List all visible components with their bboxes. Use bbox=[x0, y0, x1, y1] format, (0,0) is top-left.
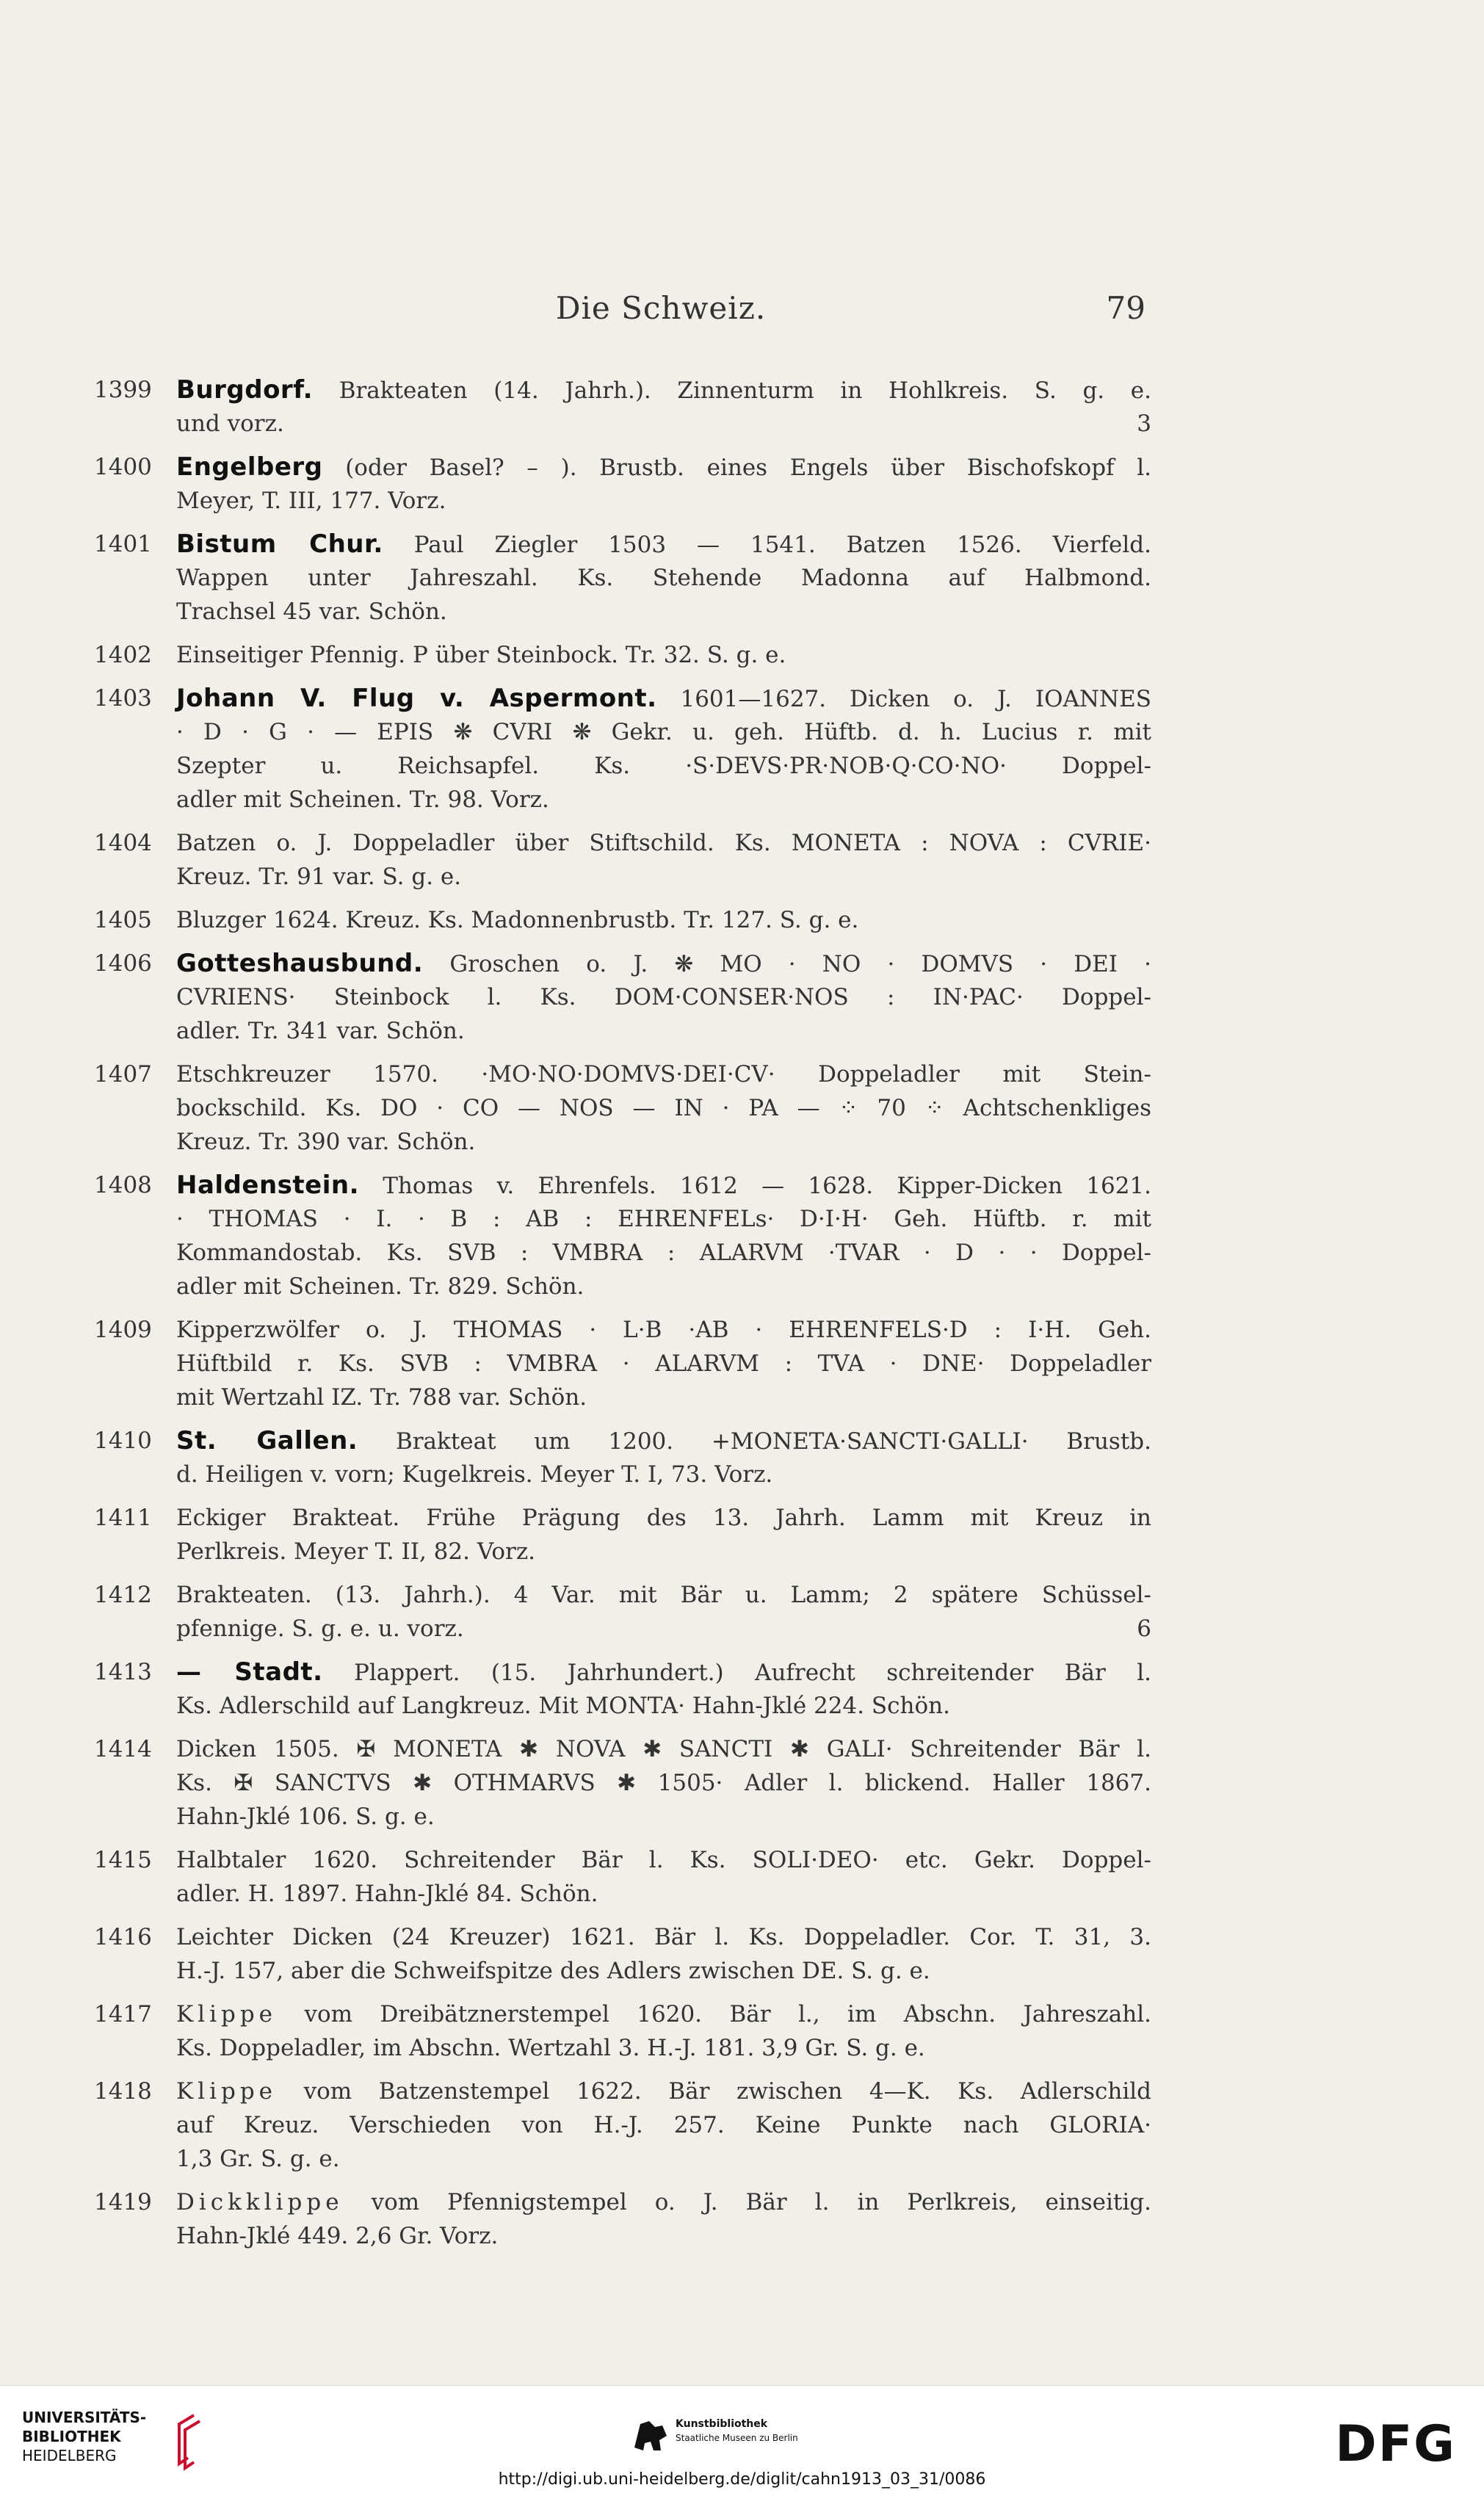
entry-line bbox=[176, 2142, 1151, 2176]
entry-text: pfennige. S. g. e. u. vorz. bbox=[176, 1616, 464, 1642]
entry-heading: — Stadt. bbox=[176, 1657, 323, 1687]
entry-line bbox=[176, 561, 1151, 595]
entry-line bbox=[176, 783, 1151, 817]
entry-line bbox=[176, 638, 1151, 672]
dfg-logo[interactable]: DFG bbox=[1335, 2415, 1456, 2473]
ub-logo-line2: BIBLIOTHEK bbox=[22, 2428, 121, 2445]
entry-text: · THOMAS · I. · B : AB : EHRENFELs· D·I·H· Geh. Hüftb. r. mit bbox=[176, 1206, 1151, 1232]
entry-line bbox=[176, 980, 1151, 1014]
entry-line bbox=[176, 1057, 1151, 1091]
catalog-entry bbox=[94, 1655, 1151, 1723]
entry-heading: Engelberg bbox=[176, 452, 323, 482]
entry-text: adler mit Scheinen. Tr. 829. Schön. bbox=[176, 1273, 584, 1300]
entry-text: (oder Basel? – ). Brustb. eines Engels über Bischofskopf l. bbox=[322, 455, 1151, 481]
entry-number: 1409 bbox=[94, 1317, 152, 1343]
catalog-entry bbox=[94, 2074, 1151, 2176]
entry-number: 1414 bbox=[94, 1736, 152, 1762]
catalog-entry bbox=[94, 903, 1151, 937]
entry-line bbox=[176, 1800, 1151, 1834]
entry-text: d. Heiligen v. vorn; Kugelkreis. Meyer T. I, 73. Vorz. bbox=[176, 1461, 773, 1488]
entry-text: adler mit Scheinen. Tr. 98. Vorz. bbox=[176, 786, 549, 813]
entry-line bbox=[176, 407, 1151, 441]
entry-line bbox=[176, 903, 1151, 937]
catalog-entry bbox=[94, 1313, 1151, 1414]
entry-text: CVRIENS· Steinbock l. Ks. DOM·CONSER·NOS : IN·PAC· Doppel- bbox=[176, 984, 1151, 1010]
entry-text: Ks. ✠ SANCTVS ✱ OTHMARVS ✱ 1505· Adler l. blickend. Haller 1867. bbox=[176, 1770, 1151, 1796]
entry-text: adler. Tr. 341 var. Schön. bbox=[176, 1018, 465, 1044]
entry-text: adler. H. 1897. Hahn-Jklé 84. Schön. bbox=[176, 1881, 598, 1907]
entry-text: Bluzger 1624. Kreuz. Ks. Madonnenbrustb. Tr. 127. S. g. e. bbox=[176, 907, 859, 933]
entry-text: 1601—1627. Dicken o. J. IOANNES bbox=[656, 686, 1151, 712]
entry-line bbox=[176, 1843, 1151, 1877]
entry-number: 1412 bbox=[94, 1582, 152, 1608]
catalog-entry bbox=[94, 1501, 1151, 1569]
catalog-entry bbox=[94, 1578, 1151, 1646]
page-number: 79 bbox=[1106, 290, 1145, 326]
entry-text: mit Wertzahl IZ. Tr. 788 var. Schön. bbox=[176, 1384, 587, 1411]
entry-line bbox=[176, 1732, 1151, 1766]
entry-number: 1411 bbox=[94, 1505, 152, 1531]
entry-number: 1418 bbox=[94, 2078, 152, 2105]
entry-text: H.-J. 157, aber die Schweifspitze des Adlers zwischen DE. S. g. e. bbox=[176, 1958, 930, 1984]
catalog-entry bbox=[94, 450, 1151, 518]
entry-text: Meyer, T. III, 177. Vorz. bbox=[176, 488, 446, 514]
entry-text: bockschild. Ks. DO · CO — NOS — IN · PA — ⁘ 70 ⁘ Achtschenkliges bbox=[176, 1095, 1151, 1121]
entry-text: Brakteaten (14. Jahrh.). Zinnenturm in Hohlkreis. S. g. e. bbox=[313, 377, 1151, 404]
entry-heading: Bistum Chur. bbox=[176, 529, 383, 559]
entry-text: Brakteaten. (13. Jahrh.). 4 Var. mit Bär u. Lamm; 2 spätere Schüssel- bbox=[176, 1582, 1151, 1608]
kunstbibliothek-logo[interactable] bbox=[633, 2412, 824, 2464]
entry-line bbox=[176, 1766, 1151, 1800]
catalog-entry bbox=[94, 373, 1151, 441]
footer-band bbox=[0, 2385, 1484, 2496]
entry-line bbox=[176, 2219, 1151, 2253]
entry-line bbox=[176, 1655, 1151, 1689]
entry-text: · D · G · — EPIS ❋ CVRI ❋ Gekr. u. geh. Hüftb. d. h. Lucius r. mit bbox=[176, 719, 1151, 745]
catalog-entry bbox=[94, 1997, 1151, 2065]
entry-line bbox=[176, 373, 1151, 407]
entry-line bbox=[176, 681, 1151, 715]
entry-text: Etschkreuzer 1570. ·MO·NO·DOMVS·DEI·CV· Doppeladler mit Stein- bbox=[176, 1061, 1151, 1088]
entry-text: Ks. Doppeladler, im Abschn. Wertzahl 3. H.-J. 181. 3,9 Gr. S. g. e. bbox=[176, 2035, 925, 2061]
entry-line bbox=[176, 2074, 1151, 2108]
entry-text: Hahn-Jklé 449. 2,6 Gr. Vorz. bbox=[176, 2223, 499, 2249]
berlin-bear-icon bbox=[633, 2418, 668, 2452]
entry-number: 1399 bbox=[94, 377, 152, 403]
entry-text: auf Kreuz. Verschieden von H.-J. 257. Keine Punkte nach GLORIA· bbox=[176, 2112, 1151, 2138]
entry-line bbox=[176, 1125, 1151, 1159]
entry-line bbox=[176, 1270, 1151, 1303]
entry-heading: Haldenstein. bbox=[176, 1171, 359, 1200]
entry-line bbox=[176, 715, 1151, 749]
catalog-entry bbox=[94, 638, 1151, 672]
catalog-entry bbox=[94, 1168, 1151, 1303]
entry-number: 1405 bbox=[94, 907, 152, 933]
ub-logo-line1: UNIVERSITÄTS- bbox=[22, 2409, 147, 2426]
entry-text: Leichter Dicken (24 Kreuzer) 1621. Bär l. Ks. Doppeladler. Cor. T. 31, 3. bbox=[176, 1924, 1151, 1950]
catalog-entry bbox=[94, 2185, 1151, 2253]
entry-number: 1407 bbox=[94, 1061, 152, 1088]
entry-line bbox=[176, 749, 1151, 783]
running-title: Die Schweiz. bbox=[555, 290, 767, 326]
entry-line bbox=[176, 2108, 1151, 2142]
entry-line bbox=[176, 484, 1151, 518]
catalog-entries bbox=[94, 373, 1151, 2262]
entry-line bbox=[176, 450, 1151, 484]
entry-text: Ks. Adlerschild auf Langkreuz. Mit MONTA· Hahn-Jklé 224. Schön. bbox=[176, 1693, 950, 1719]
entry-line bbox=[176, 1458, 1151, 1491]
entry-number: 1400 bbox=[94, 454, 152, 480]
catalog-entry bbox=[94, 1057, 1151, 1159]
entry-text: Kreuz. Tr. 91 var. S. g. e. bbox=[176, 864, 462, 890]
entry-text: Plappert. (15. Jahrhundert.) Aufrecht schreitender Bär l. bbox=[322, 1660, 1152, 1686]
entry-number: 1413 bbox=[94, 1659, 152, 1685]
entry-text: Thomas v. Ehrenfels. 1612 — 1628. Kipper-Dicken 1621. bbox=[358, 1173, 1151, 1199]
entry-heading: Johann V. Flug v. Aspermont. bbox=[176, 684, 657, 713]
entry-line bbox=[176, 1997, 1151, 2031]
entry-line bbox=[176, 1501, 1151, 1535]
entry-text: Hahn-Jklé 106. S. g. e. bbox=[176, 1804, 435, 1830]
entry-text: Brakteat um 1200. +MONETA·SANCTI·GALLI· Brustb. bbox=[358, 1428, 1151, 1455]
entry-text: Wappen unter Jahreszahl. Ks. Stehende Madonna auf Halbmond. bbox=[176, 565, 1151, 591]
entry-text: vom Pfennigstempel o. J. Bär l. in Perlkreis, einseitig. bbox=[343, 2189, 1151, 2215]
entry-line bbox=[176, 1014, 1151, 1048]
entry-heading: Gotteshausbund. bbox=[176, 949, 424, 978]
catalog-entry bbox=[94, 1424, 1151, 1491]
catalog-entry bbox=[94, 1843, 1151, 1911]
entry-line bbox=[176, 1578, 1151, 1612]
entry-text: vom Batzenstempel 1622. Bär zwischen 4—K. Ks. Adlerschild bbox=[277, 2078, 1151, 2105]
entry-line bbox=[176, 2185, 1151, 2219]
ub-logo-line3: HEIDELBERG bbox=[22, 2447, 117, 2464]
entry-text: Einseitiger Pfennig. P über Steinbock. Tr. 32. S. g. e. bbox=[176, 642, 786, 668]
catalog-entry bbox=[94, 947, 1151, 1048]
entry-text: Kreuz. Tr. 390 var. Schön. bbox=[176, 1129, 476, 1155]
entry-line bbox=[176, 1920, 1151, 1954]
entry-line bbox=[176, 1689, 1151, 1723]
kb-subtitle: Staatliche Museen zu Berlin bbox=[676, 2433, 798, 2443]
entry-number: 1416 bbox=[94, 1924, 152, 1950]
entry-line bbox=[176, 1091, 1151, 1125]
ub-emblem-icon bbox=[166, 2412, 210, 2471]
catalog-entry bbox=[94, 1732, 1151, 1834]
entry-number: 1417 bbox=[94, 2001, 152, 2027]
entry-price: 6 bbox=[1137, 1616, 1151, 1642]
entry-text: Kommandostab. Ks. SVB : VMBRA : ALARVM ·TVAR · D · · Doppel- bbox=[176, 1240, 1151, 1266]
entry-text: vom Dreibätznerstempel 1620. Bär l., im Abschn. Jahreszahl. bbox=[277, 2001, 1151, 2027]
entry-line bbox=[176, 1535, 1151, 1569]
entry-text: Groschen o. J. ❋ MO · NO · DOMVS · DEI · bbox=[423, 951, 1151, 977]
catalog-entry bbox=[94, 1920, 1151, 1988]
entry-line bbox=[176, 595, 1151, 629]
entry-heading: St. Gallen. bbox=[176, 1426, 358, 1455]
entry-line bbox=[176, 947, 1151, 980]
entry-line bbox=[176, 2031, 1151, 2065]
entry-number: 1408 bbox=[94, 1172, 152, 1198]
entry-line bbox=[176, 1877, 1151, 1911]
kunstbibliothek-text bbox=[676, 2417, 798, 2445]
ub-logo-text bbox=[22, 2408, 146, 2465]
entry-line bbox=[176, 826, 1151, 860]
entry-line bbox=[176, 1168, 1151, 1202]
entry-text: und vorz. bbox=[176, 410, 284, 437]
entry-spaced-term: Klippe bbox=[176, 2001, 278, 2027]
ub-heidelberg-logo[interactable] bbox=[22, 2408, 213, 2474]
entry-number: 1406 bbox=[94, 950, 152, 977]
source-url-link[interactable]: http://digi.ub.uni-heidelberg.de/diglit/cahn1913_03_31/0086 bbox=[498, 2470, 986, 2489]
entry-line bbox=[176, 1612, 1151, 1646]
entry-price: 3 bbox=[1137, 410, 1151, 437]
entry-line bbox=[176, 1313, 1151, 1347]
entry-line bbox=[176, 1954, 1151, 1988]
catalog-entry bbox=[94, 527, 1151, 629]
entry-number: 1419 bbox=[94, 2189, 152, 2215]
entry-text: 1,3 Gr. S. g. e. bbox=[176, 2146, 340, 2172]
entry-line bbox=[176, 1236, 1151, 1270]
entry-number: 1401 bbox=[94, 531, 152, 557]
entry-line bbox=[176, 1202, 1151, 1236]
entry-text: Trachsel 45 var. Schön. bbox=[176, 598, 447, 625]
entry-text: Eckiger Brakteat. Frühe Prägung des 13. Jahrh. Lamm mit Kreuz in bbox=[176, 1505, 1151, 1531]
entry-number: 1415 bbox=[94, 1847, 152, 1873]
entry-line bbox=[176, 1381, 1151, 1414]
entry-text: Dicken 1505. ✠ MONETA ✱ NOVA ✱ SANCTI ✱ GALI· Schreitender Bär l. bbox=[176, 1736, 1151, 1762]
entry-spaced-term: Dickklippe bbox=[176, 2189, 344, 2215]
entry-text: Halbtaler 1620. Schreitender Bär l. Ks. SOLI·DEO· etc. Gekr. Doppel- bbox=[176, 1847, 1151, 1873]
entry-number: 1404 bbox=[94, 830, 152, 856]
entry-text: Paul Ziegler 1503 — 1541. Batzen 1526. Vierfeld. bbox=[383, 532, 1151, 558]
entry-line bbox=[176, 527, 1151, 561]
entry-text: Kipperzwölfer o. J. THOMAS · L·B ·AB · EHRENFELS·D : I·H. Geh. bbox=[176, 1317, 1151, 1343]
entry-line bbox=[176, 1347, 1151, 1381]
entry-text: Batzen o. J. Doppeladler über Stiftschild. Ks. MONETA : NOVA : CVRIE· bbox=[176, 830, 1151, 856]
entry-line bbox=[176, 860, 1151, 894]
entry-text: Szepter u. Reichsapfel. Ks. ·S·DEVS·PR·NOB·Q·CO·NO· Doppel- bbox=[176, 753, 1151, 779]
entry-heading: Burgdorf. bbox=[176, 375, 314, 405]
entry-text: Perlkreis. Meyer T. II, 82. Vorz. bbox=[176, 1538, 536, 1565]
kb-name: Kunstbibliothek bbox=[676, 2418, 768, 2430]
catalog-entry bbox=[94, 681, 1151, 817]
page-header bbox=[176, 290, 1145, 334]
entry-number: 1410 bbox=[94, 1428, 152, 1454]
entry-number: 1402 bbox=[94, 642, 152, 668]
entry-line bbox=[176, 1424, 1151, 1458]
entry-number: 1403 bbox=[94, 685, 152, 712]
entry-spaced-term: Klippe bbox=[176, 2078, 278, 2105]
catalog-entry bbox=[94, 826, 1151, 894]
entry-text: Hüftbild r. Ks. SVB : VMBRA · ALARVM : TVA · DNE· Doppeladler bbox=[176, 1350, 1151, 1377]
